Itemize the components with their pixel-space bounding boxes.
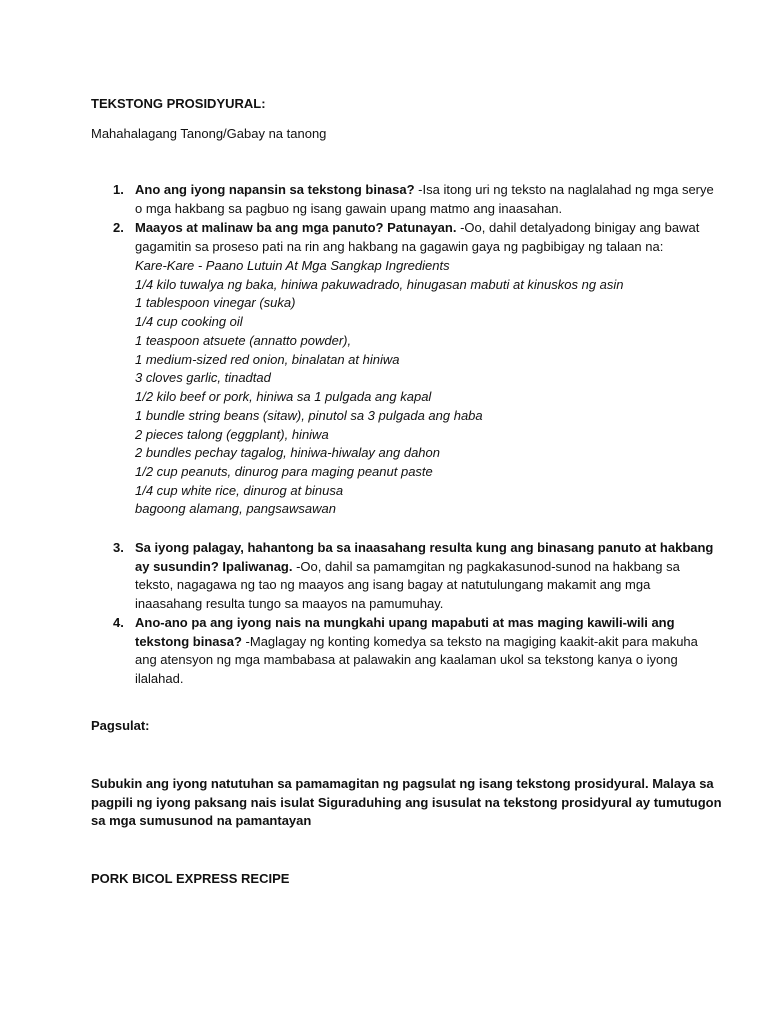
question-number: 2. bbox=[113, 220, 124, 235]
answer-text: teksto, nagagawa ng tao ng maayos ang isang bagay at natutulungang makamit ang mga bbox=[135, 577, 651, 592]
recipe-title: PORK BICOL EXPRESS RECIPE bbox=[91, 871, 290, 886]
question-line bbox=[135, 220, 699, 236]
answer-text: ilalahad. bbox=[135, 671, 184, 686]
subheading: Mahahalagang Tanong/Gabay na tanong bbox=[91, 126, 327, 141]
recipe-line: 1 bundle string beans (sitaw), pinutol sa 3 pulgada ang haba bbox=[135, 408, 483, 423]
answer-text: ang atensyon ng mga mambabasa at palawakin ang kaalaman ukol sa tekstong kanya o iyong bbox=[135, 652, 678, 667]
recipe-line: 1 medium-sized red onion, binalatan at hiniwa bbox=[135, 352, 400, 367]
recipe-line: 2 pieces talong (eggplant), hiniwa bbox=[135, 427, 329, 442]
answer-text: -Isa itong uri ng teksto na naglalahad ng mga serye bbox=[414, 182, 714, 197]
recipe-line: bagoong alamang, pangsawsawan bbox=[135, 501, 336, 516]
question-text: Maayos at malinaw ba ang mga panuto? Patunayan. bbox=[135, 220, 457, 235]
recipe-line: 1/2 kilo beef or pork, hiniwa sa 1 pulgada ang kapal bbox=[135, 389, 432, 404]
question-line bbox=[135, 559, 680, 575]
question-text: tekstong binasa? bbox=[135, 634, 242, 649]
question-line bbox=[135, 634, 698, 650]
question-text: Ano ang iyong napansin sa tekstong binasa? bbox=[135, 182, 415, 197]
answer-text: o mga hakbang sa pagbuo ng isang gawain upang matmo ang inaasahan. bbox=[135, 201, 563, 216]
recipe-line: Kare-Kare - Paano Lutuin At Mga Sangkap Ingredients bbox=[135, 258, 450, 273]
recipe-line: 2 bundles pechay tagalog, hiniwa-hiwalay ang dahon bbox=[135, 445, 440, 460]
question-line bbox=[135, 182, 714, 198]
heading: TEKSTONG PROSIDYURAL: bbox=[91, 96, 266, 111]
question-number: 1. bbox=[113, 182, 124, 197]
paragraph-line: Subukin ang iyong natutuhan sa pamamagitan ng pagsulat ng isang tekstong prosidyural. Malaya sa bbox=[91, 776, 714, 791]
recipe-line: 3 cloves garlic, tinadtad bbox=[135, 370, 271, 385]
recipe-line: 1/4 cup white rice, dinurog at binusa bbox=[135, 483, 344, 498]
question-text: Ano-ano pa ang iyong nais na mungkahi upang mapabuti at mas maging kawili-wili ang bbox=[135, 615, 675, 630]
answer-text: -Maglagay ng konting komedya sa teksto na magiging kaakit-akit para makuha bbox=[241, 634, 698, 649]
answer-text: inaasahang resulta tungo sa maayos na pamumuhay. bbox=[135, 596, 444, 611]
answer-text: gagamitin sa proseso pati na rin ang hakbang na gagawin gaya ng pagbibigay ng talaan na: bbox=[135, 239, 664, 254]
paragraph-line: pagpili ng iyong paksang nais isulat Siguraduhing ang isusulat na tekstong prosidyural ay tumutugon bbox=[91, 795, 722, 810]
answer-text: -Oo, dahil detalyadong binigay ang bawat bbox=[456, 220, 700, 235]
section-title-pagsulat: Pagsulat: bbox=[91, 718, 150, 733]
recipe-line: 1/4 cup cooking oil bbox=[135, 314, 243, 329]
recipe-line: 1/4 kilo tuwalya ng baka, hiniwa pakuwadrado, hinugasan mabuti at kinuskos ng asin bbox=[135, 277, 624, 292]
question-number: 4. bbox=[113, 615, 124, 630]
paragraph-line: sa mga sumusunod na pamantayan bbox=[91, 813, 312, 828]
answer-text: -Oo, dahil sa pamamgitan ng pagkakasunod-sunod na hakbang sa bbox=[292, 559, 680, 574]
question-text: Sa iyong palagay, hahantong ba sa inaasahang resulta kung ang binasang panuto at hakbang bbox=[135, 540, 714, 555]
recipe-line: 1 tablespoon vinegar (suka) bbox=[135, 295, 296, 310]
recipe-line: 1 teaspoon atsuete (annatto powder), bbox=[135, 333, 352, 348]
question-text: ay susundin? Ipaliwanag. bbox=[135, 559, 293, 574]
recipe-line: 1/2 cup peanuts, dinurog para maging peanut paste bbox=[135, 464, 433, 479]
question-number: 3. bbox=[113, 540, 124, 555]
